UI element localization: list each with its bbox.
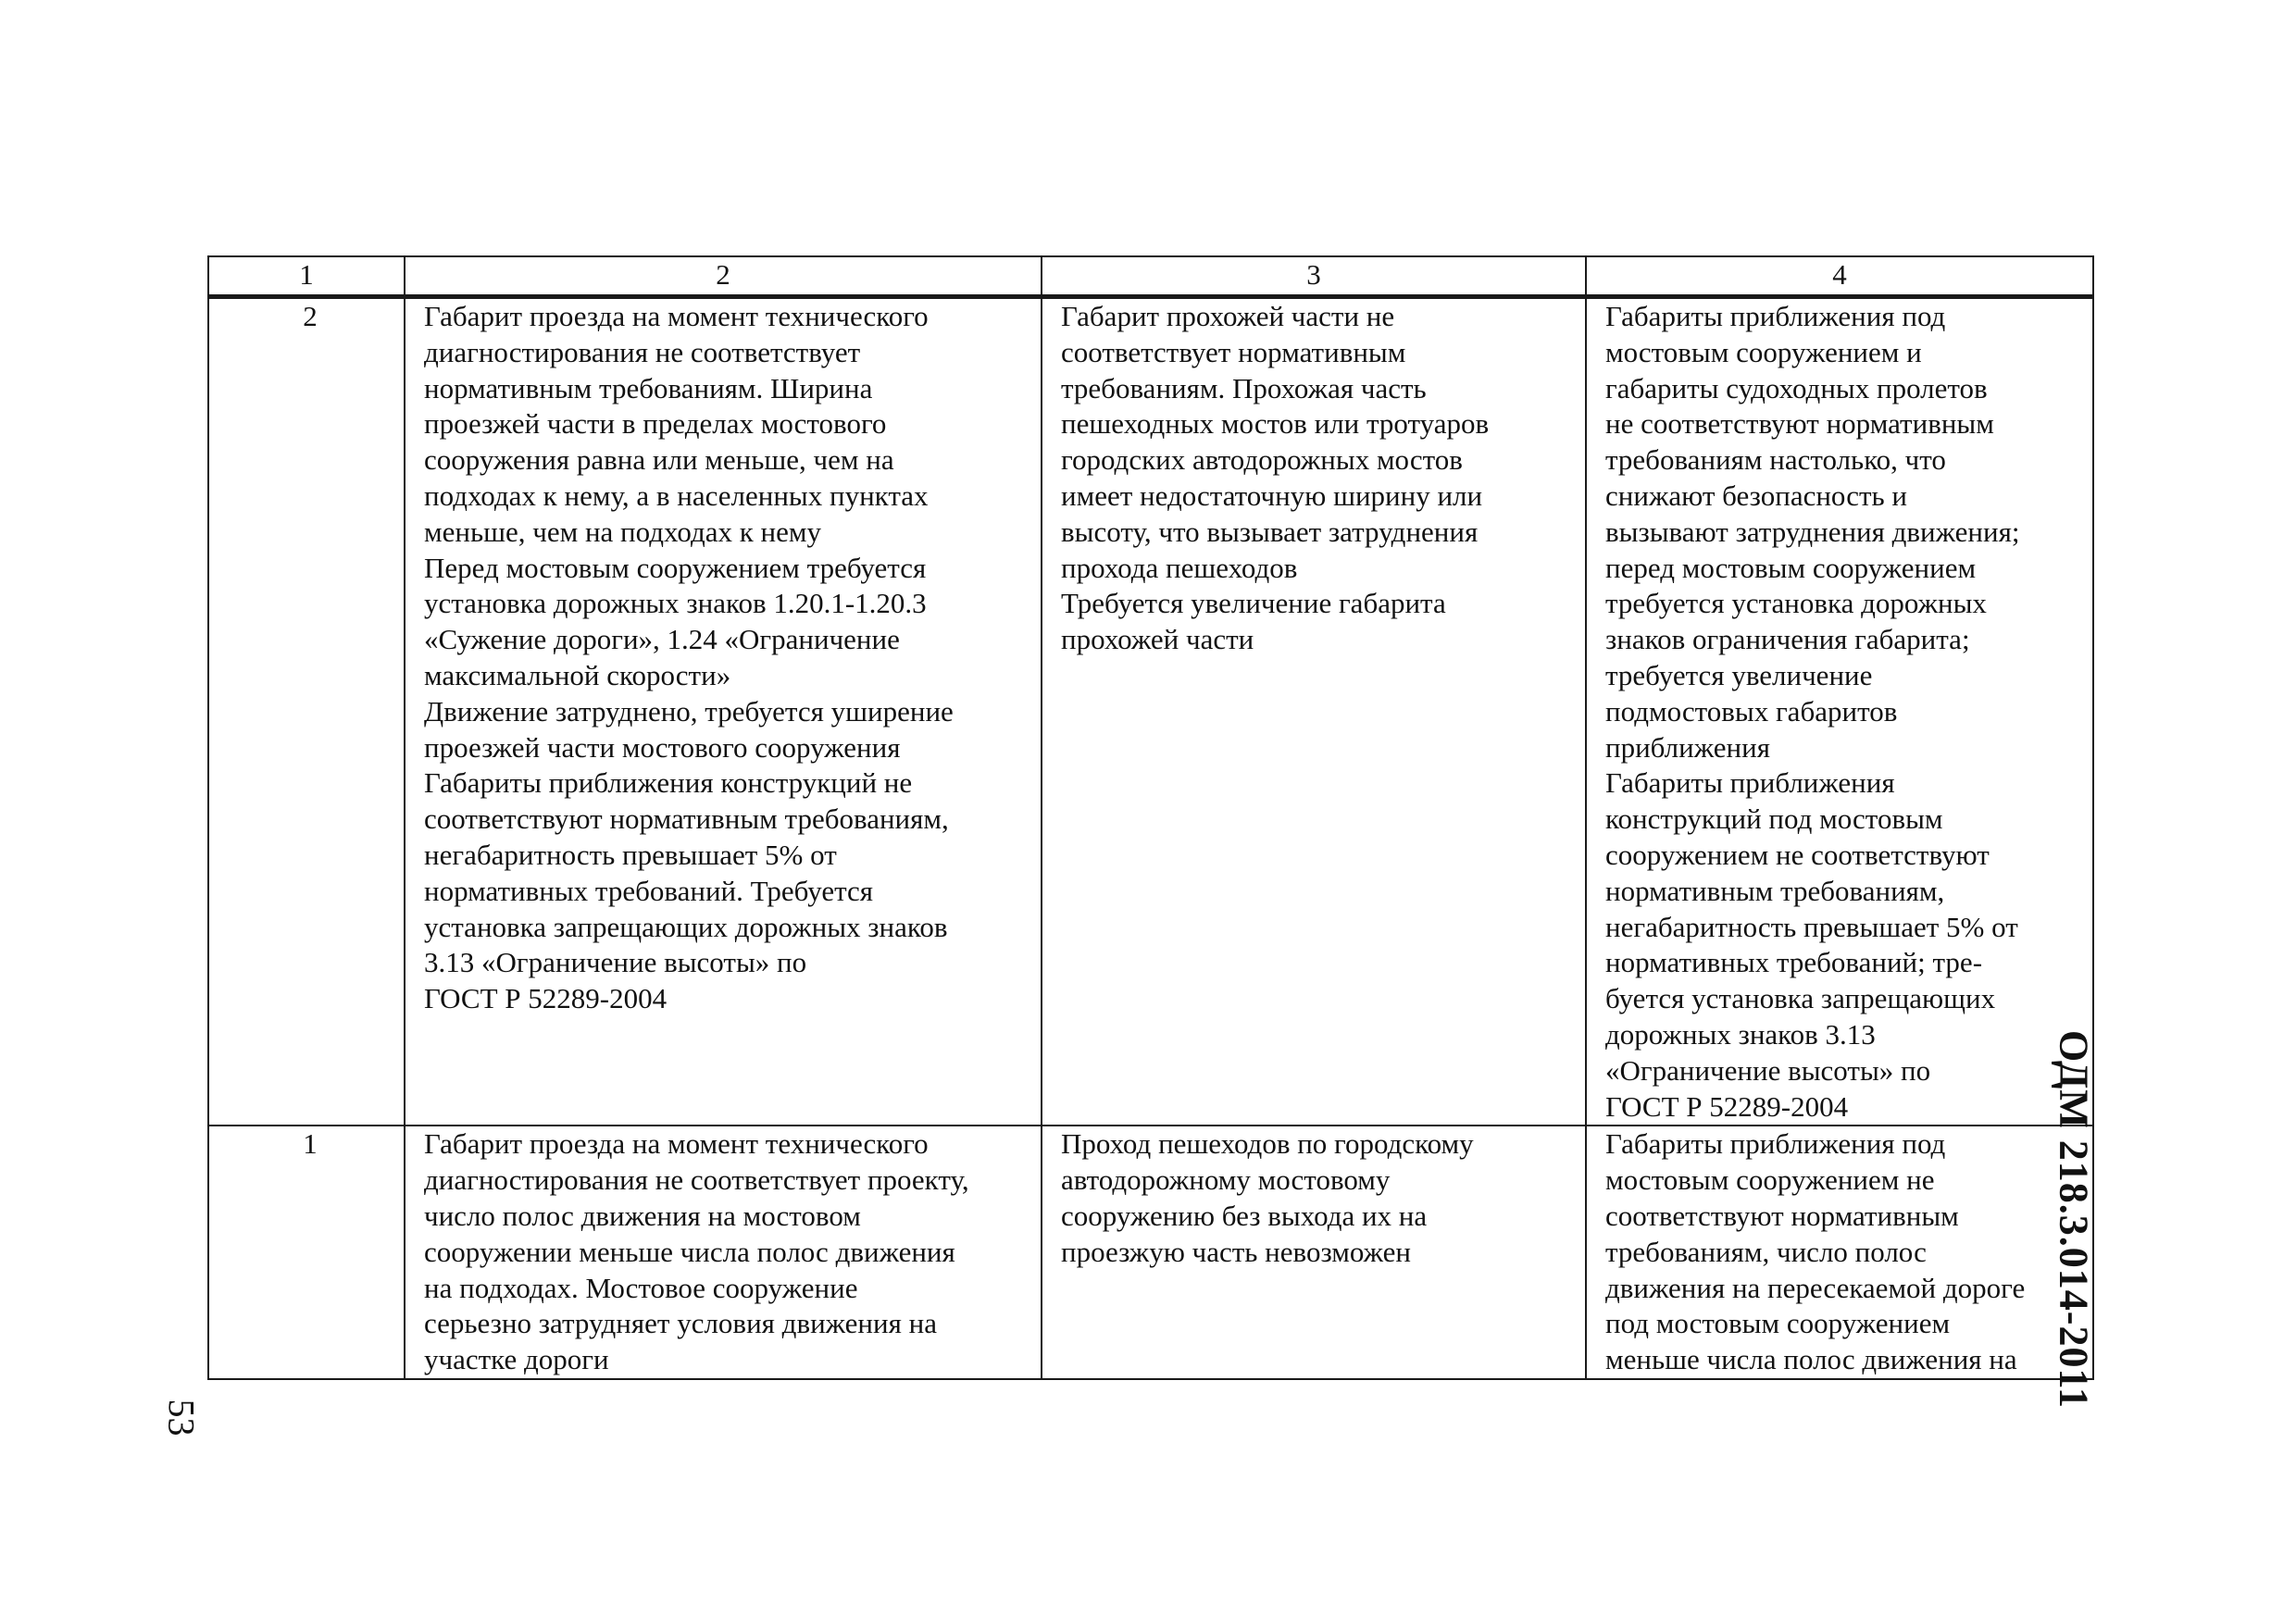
document-code: ОДМ 218.3.014-2011 [2051, 1029, 2097, 1410]
cell-text: Габариты приближения под мостовым сооружением и габариты судоходных пролетов не соответствуют нормативным требованиям настолько, что снижают безопасность и вызывают затруднения движения; перед мостовым сооружением требуется установка дорожных знаков ограничения габарита; требуется увеличение подмостовых габаритов приближения Габариты приближения конструкций под мостовым сооружением не соответствуют нормативным требованиям, негабаритность превышает 5% от нормативных требований; тре- буется установка запрещающих дорожных знаков 3.13 «Ограничение высоты» по ГОСТ Р 52289-2004 [1605, 300, 2020, 1123]
row-cell-roadway-clearance [405, 297, 1042, 1126]
assessment-table [207, 255, 2094, 1380]
cell-text: Габарит проезда на момент технического диагностирования не соответствует проекту, число полос движения на мостовом сооружении меньше числа полос движения на подходах. Мостовое сооружение серьезно затрудняет условия движения на участке дороги [424, 1127, 969, 1376]
row-number: 2 [208, 297, 405, 1126]
column-header-2: 2 [405, 256, 1042, 297]
table-header [208, 256, 2093, 297]
column-header-1: 1 [208, 256, 405, 297]
table-row [208, 297, 2093, 1126]
row-cell-walkway-clearance [1042, 1126, 1586, 1379]
row-cell-walkway-clearance [1042, 297, 1586, 1126]
page-number: 53 [160, 1399, 203, 1437]
row-cell-roadway-clearance [405, 1126, 1042, 1379]
column-header-3: 3 [1042, 256, 1586, 297]
cell-text: Габарит прохожей части не соответствует нормативным требованиям. Прохожая часть пешеходных мостов или тротуаров городских автодорожных мостов имеет недостаточную ширину или высоту, что вызывает затруднения прохода пешеходов Требуется увеличение габарита прохожей части [1061, 300, 1490, 656]
table-row [208, 1126, 2093, 1379]
row-number: 1 [208, 1126, 405, 1379]
row-cell-under-bridge-clearance [1586, 297, 2093, 1126]
cell-text: Габарит проезда на момент технического диагностирования не соответствует нормативным требованиям. Ширина проезжей части в пределах мостового сооружения равна или меньше, чем на подходах к нему, а в населенных пунктах меньше, чем на подходах к нему Перед мостовым сооружением требуется установка дорожных знаков 1.20.1-1.20.3 «Сужение дороги», 1.24 «Ограничение максимальной скорости» Движение затруднено, требуется уширение проезжей части мостового сооружения Габариты приближения конструкций не соответствуют нормативным требованиям, негабаритность превышает 5% от нормативных требований. Требуется установка запрещающих дорожных знаков 3.13 «Ограничение высоты» по ГОСТ Р 52289-2004 [424, 300, 954, 1015]
cell-text: Проход пешеходов по городскому автодорожному мостовому сооружению без выхода их на проезжую часть невозможен [1061, 1127, 1474, 1268]
column-header-4: 4 [1586, 256, 2093, 297]
row-cell-under-bridge-clearance [1586, 1126, 2093, 1379]
cell-text: Габариты приближения под мостовым сооружением не соответствуют нормативным требованиям, число полос движения на пересекаемой дороге под мостовым сооружением меньше числа полос движения на [1605, 1127, 2026, 1376]
